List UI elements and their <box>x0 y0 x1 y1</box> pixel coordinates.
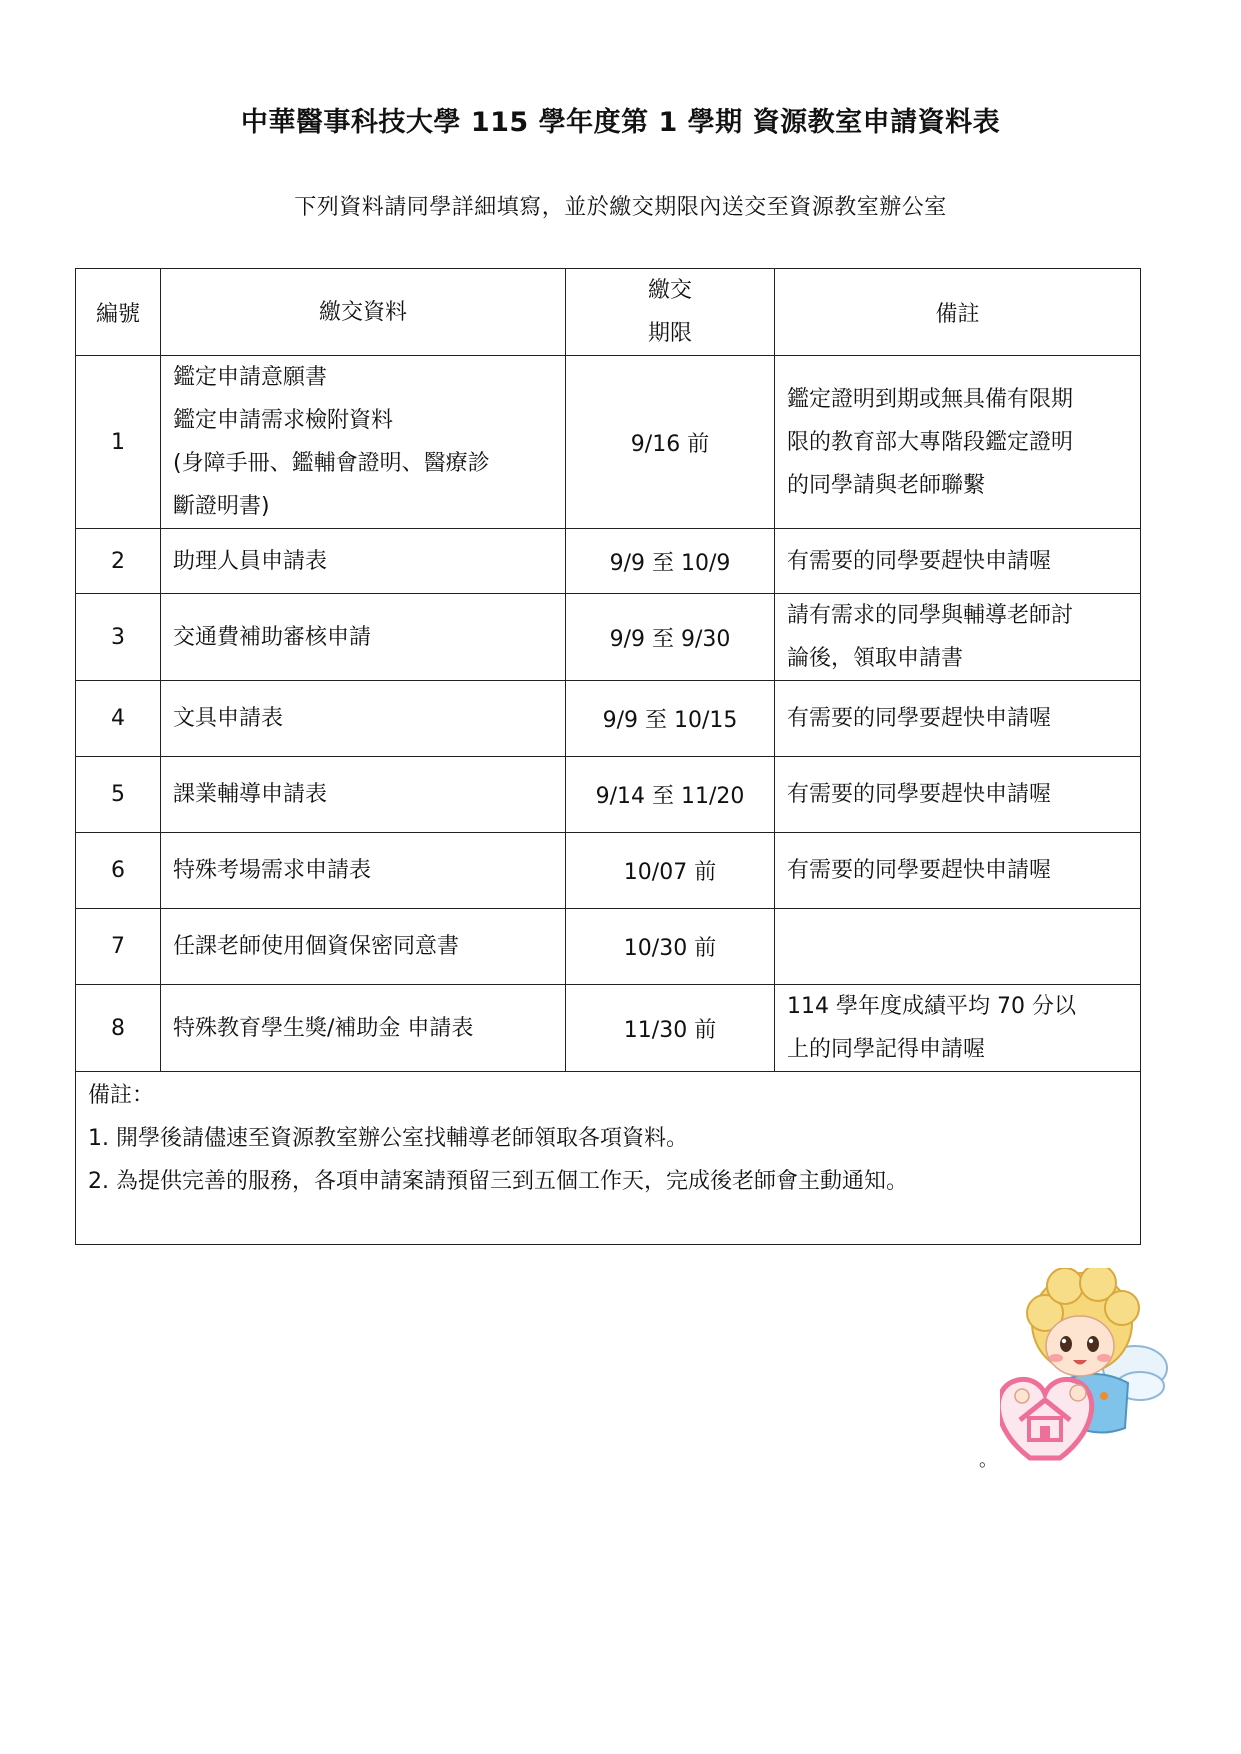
row-note <box>775 356 1141 529</box>
row-note-line: 上的同學記得申請喔 <box>787 1037 986 1062</box>
row-note: 有需要的同學要趕快申請喔 <box>775 757 1141 833</box>
header-number: 編號 <box>76 269 161 356</box>
table-row <box>76 757 1141 833</box>
row-item-line: 鑑定申請需求檢附資料 <box>173 408 394 433</box>
table-row <box>76 833 1141 909</box>
remarks-cell <box>76 1072 1141 1245</box>
row-note-line: 論後，領取申請書 <box>787 646 964 671</box>
row-deadline: 9/9 至 10/15 <box>566 681 775 757</box>
header-deadline-line1: 繳交 <box>647 278 692 303</box>
row-item: 特殊教育學生獎/補助金 申請表 <box>161 985 566 1072</box>
row-note: 有需要的同學要趕快申請喔 <box>775 833 1141 909</box>
row-deadline: 11/30 前 <box>566 985 775 1072</box>
table-row <box>76 529 1141 594</box>
row-number: 6 <box>76 833 161 909</box>
remarks-item: 1. 開學後請儘速至資源教室辦公室找輔導老師領取各項資料。 <box>88 1126 688 1151</box>
row-deadline: 10/07 前 <box>566 833 775 909</box>
row-note <box>775 909 1141 985</box>
row-item: 任課老師使用個資保密同意書 <box>161 909 566 985</box>
row-note <box>775 985 1141 1072</box>
row-item-line: (身障手冊、鑑輔會證明、醫療診 <box>173 451 490 476</box>
row-number: 1 <box>76 356 161 529</box>
row-item: 助理人員申請表 <box>161 529 566 594</box>
header-deadline <box>566 269 775 356</box>
row-deadline: 10/30 前 <box>566 909 775 985</box>
table-row <box>76 985 1141 1072</box>
row-item: 特殊考場需求申請表 <box>161 833 566 909</box>
row-number: 5 <box>76 757 161 833</box>
table-row <box>76 594 1141 681</box>
row-number: 4 <box>76 681 161 757</box>
row-note-line: 的同學請與老師聯繫 <box>787 472 986 498</box>
cupid-angel-heart-house-icon <box>1000 1268 1175 1463</box>
row-note: 有需要的同學要趕快申請喔 <box>775 681 1141 757</box>
table-row <box>76 681 1141 757</box>
header-item: 繳交資料 <box>161 269 566 356</box>
row-number: 2 <box>76 529 161 594</box>
row-item: 交通費補助審核申請 <box>161 594 566 681</box>
row-deadline: 9/9 至 9/30 <box>566 594 775 681</box>
remarks-item: 2. 為提供完善的服務，各項申請案請預留三到五個工作天，完成後老師會主動通知。 <box>88 1169 908 1194</box>
row-note-line: 請有需求的同學與輔導老師討 <box>787 603 1074 628</box>
row-item: 文具申請表 <box>161 681 566 757</box>
stray-mark: 。 <box>979 1450 997 1471</box>
table-row <box>76 356 1141 529</box>
row-note-line: 114 學年度成績平均 70 分以 <box>787 994 1076 1019</box>
row-note-line: 鑑定證明到期或無具備有限期 <box>787 386 1074 412</box>
header-deadline-line2: 期限 <box>647 321 692 346</box>
row-number: 8 <box>76 985 161 1072</box>
row-item-line: 鑑定申請意願書 <box>173 365 328 390</box>
page-title: 中華醫事科技大學 115 學年度第 1 學期 資源教室申請資料表 <box>240 107 1001 138</box>
row-note-line: 限的教育部大專階段鑑定證明 <box>787 429 1074 455</box>
table-header-row <box>76 269 1141 356</box>
row-number: 7 <box>76 909 161 985</box>
header-note: 備註 <box>775 269 1141 356</box>
row-deadline: 9/16 前 <box>566 356 775 529</box>
row-item: 課業輔導申請表 <box>161 757 566 833</box>
remarks-row <box>76 1072 1141 1245</box>
row-item <box>161 356 566 529</box>
row-note: 有需要的同學要趕快申請喔 <box>775 529 1141 594</box>
table-row <box>76 909 1141 985</box>
row-number: 3 <box>76 594 161 681</box>
remarks-heading: 備註： <box>88 1083 155 1108</box>
row-item-line: 斷證明書) <box>173 494 270 519</box>
row-deadline: 9/9 至 10/9 <box>566 529 775 594</box>
row-note <box>775 594 1141 681</box>
application-table <box>75 268 1141 1245</box>
row-deadline: 9/14 至 11/20 <box>566 757 775 833</box>
page-subtitle: 下列資料請同學詳細填寫，並於繳交期限內送交至資源教室辦公室 <box>294 195 947 220</box>
